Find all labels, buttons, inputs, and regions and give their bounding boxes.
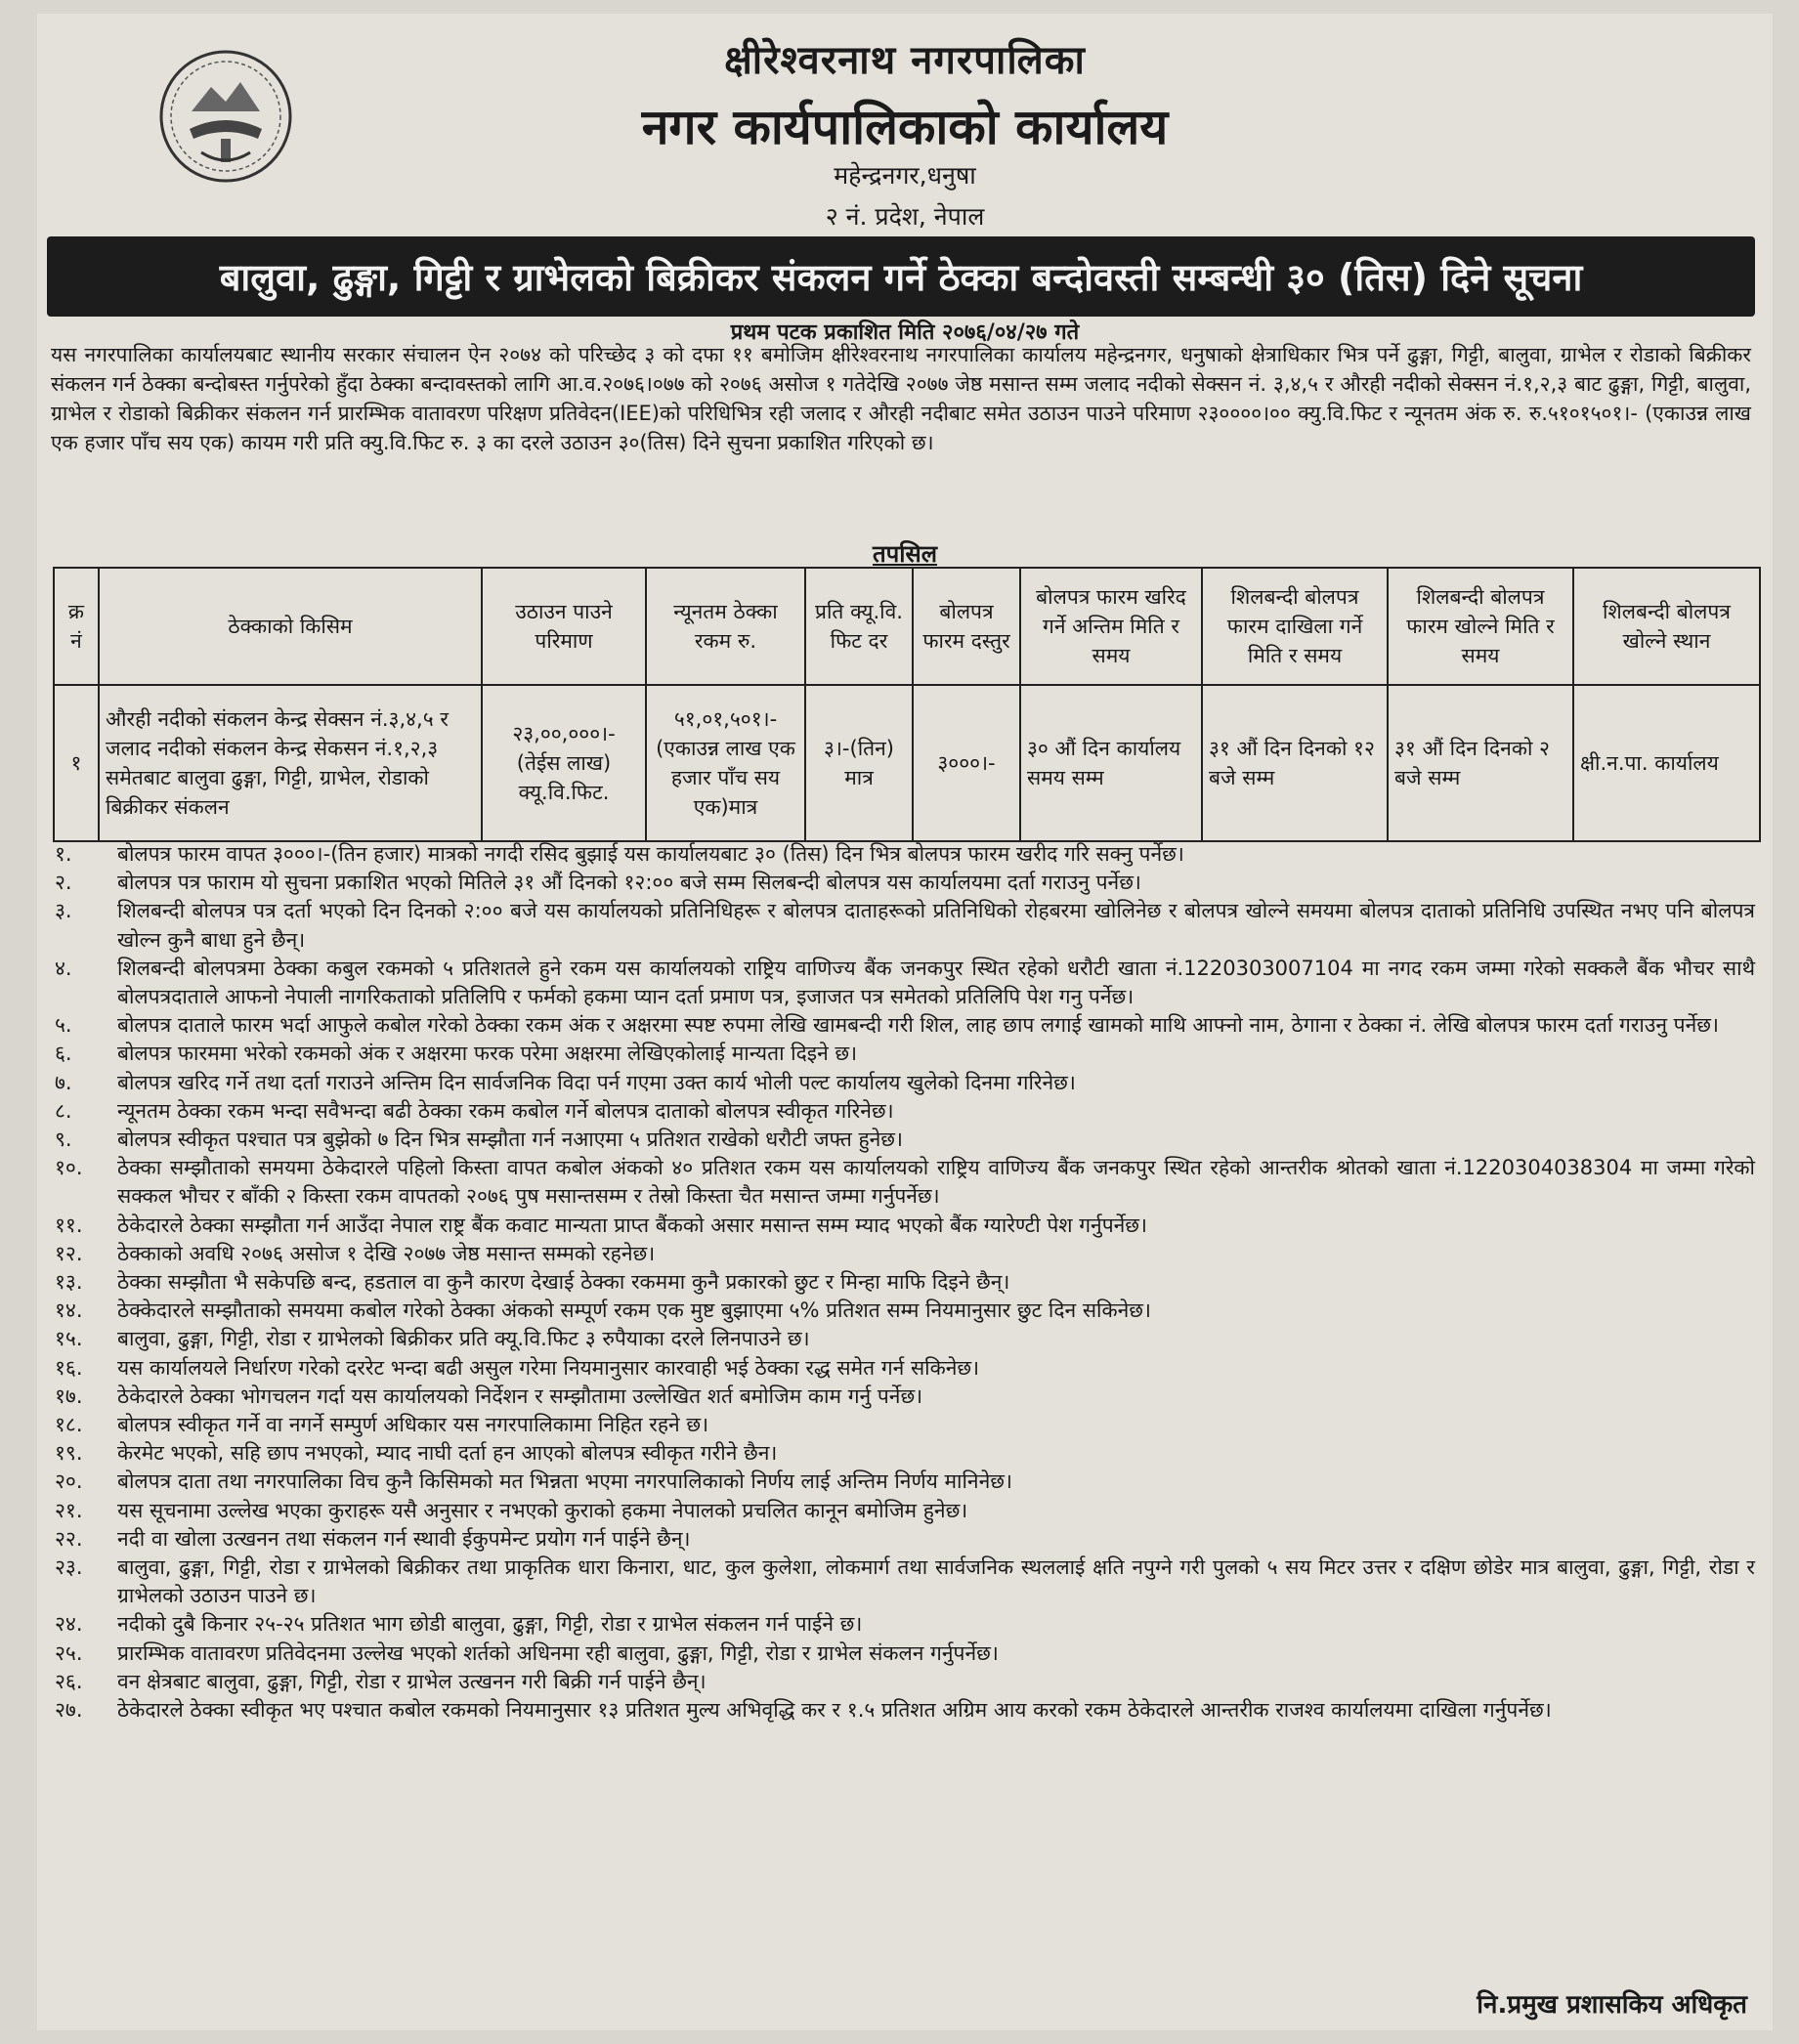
cell-opening-place: क्षी.न.पा. कार्यालय — [1573, 685, 1760, 841]
list-item — [47, 897, 1755, 954]
condition-text: प्रारम्भिक वातावरण प्रतिवेदनमा उल्लेख भएको शर्तको अधिनमा रही बालुवा, ढुङ्गा, गिट्टी, रोडा र ग्राभेल संकलन गर्नुपर्नेछ। — [117, 1640, 999, 1665]
header-purchase-deadline: बोलपत्र फारम खरिद गर्ने अन्तिम मिति र समय — [1020, 568, 1202, 685]
condition-text: बोलपत्र पत्र फाराम यो सुचना प्रकाशित भएको मितिले ३१ औं दिनको १२:०० बजे सम्म सिलबन्दी बोलपत्र यस कार्यालयमा दर्ता गराउनु पर्नेछ। — [117, 871, 1141, 895]
condition-text: शिलबन्दी बोलपत्र पत्र दर्ता भएको दिन दिनको २:०० बजे यस कार्यालयको प्रतिनिधिहरू र बोलपत्र दाताहरूको प्रतिनिधिको रोहबरमा खोलिनेछ र बोलपत्र खोल्ने समयमा बोलपत्र दाताको प्रतिनिधि उपस्थित नभए पनि बोलपत्र खोल्न कुनै बाधा हुने छैन्। — [117, 899, 1755, 952]
condition-text: बोलपत्र फारममा भरेको रकमको अंक र अक्षरमा फरक परेमा अक्षरमा लेखिएकोलाई मान्यता दिइने छ। — [117, 1042, 858, 1066]
condition-number: १७. — [55, 1384, 83, 1408]
condition-number: २५. — [55, 1640, 83, 1665]
condition-text: बोलपत्र स्वीकृत पश्चात पत्र बुझेको ७ दिन भित्र सम्झौता गर्न नआएमा ५ प्रतिशत राखेको धरौटी जफ्त हुनेछ। — [117, 1128, 903, 1152]
list-item — [47, 1497, 1755, 1525]
list-item — [47, 1439, 1755, 1468]
condition-text: यस कार्यालयले निर्धारण गरेको दररेट भन्दा बढी असुल गरेमा नियमानुसार कारवाही भई ठेक्का रद्ध समेत गर्न सकिनेछ। — [117, 1355, 980, 1380]
condition-number: ११. — [55, 1213, 83, 1237]
list-item — [47, 1610, 1755, 1639]
condition-number: ७. — [55, 1070, 72, 1094]
header-submission-deadline: शिलबन्दी बोलपत्र फारम दाखिला गर्ने मिति र समय — [1202, 568, 1388, 685]
condition-number: ५. — [55, 1013, 72, 1038]
list-item — [47, 1639, 1755, 1668]
address-line-1: महेन्द्रनगर,धनुषा — [834, 161, 976, 190]
condition-number: १५. — [55, 1327, 83, 1351]
cell-sn: १ — [54, 685, 99, 841]
list-item — [47, 1297, 1755, 1325]
list-item — [47, 1154, 1755, 1211]
cell-opening-time: ३१ औं दिन दिनको २ बजे सम्म — [1388, 685, 1573, 841]
list-item — [47, 1011, 1755, 1040]
list-item — [47, 1554, 1755, 1610]
condition-text: बालुवा, ढुङ्गा, गिट्टी, रोडा र ग्राभेलको बिक्रीकर तथा प्राकृतिक धारा किनारा, धाट, कुल कुलेशा, लोकमार्ग तथा सार्वजनिक स्थललाई क्षति नपुग्ने गरी पुलको ५ सय मिटर उत्तर र दक्षिण छोडेर मात्र बालुवा, ढुङ्गा, गिट्टी, रोडा र ग्राभेलको उठाउन पाउने छ। — [117, 1555, 1755, 1608]
list-item — [47, 1411, 1755, 1439]
condition-text: ठेकेदारले ठेक्का स्वीकृत भए पश्चात कबोल रकमको नियमानुसार १३ प्रतिशत मुल्य अभिवृद्धि कर र १.५ प्रतिशत अग्रिम आय करको रकम ठेकेदारले आन्तरीक राजश्व कार्यालयमा दाखिला गर्नुपर्नेछ। — [117, 1698, 1552, 1723]
condition-text: नदीको दुबै किनार २५-२५ प्रतिशत भाग छोडी बालुवा, ढुङ्गा, गिट्टी, रोडा र ग्राभेल संकलन गर्न पाईने छ। — [117, 1612, 863, 1637]
condition-number: १२. — [55, 1241, 83, 1265]
condition-text: ठेक्का सम्झौता भै सकेपछि बन्द, हडताल वा कुनै कारण देखाई ठेक्का रकममा कुनै प्रकारको छुट र मिन्हा माफि दिइने छैन्। — [117, 1270, 1010, 1295]
schedule-table — [53, 567, 1761, 842]
condition-number: २. — [55, 871, 72, 895]
condition-number: १४. — [55, 1299, 83, 1323]
header-form-fee: बोलपत्र फारम दस्तुर — [913, 568, 1020, 685]
condition-number: ८. — [55, 1098, 72, 1123]
condition-number: २४. — [55, 1612, 83, 1637]
list-item — [47, 1268, 1755, 1297]
signature: नि.प्रमुख प्रशासकिय अधिकृत — [1477, 1990, 1747, 2020]
cell-submission-deadline: ३१ औं दिन दिनको १२ बजे सम्म — [1202, 685, 1388, 841]
condition-number: १. — [55, 842, 72, 866]
header-rate: प्रति क्यू.वि. फिट दर — [805, 568, 913, 685]
table-header-row — [54, 568, 1760, 685]
list-item — [47, 1468, 1755, 1496]
header-min-amount: न्यूनतम ठेक्का रकम रु. — [646, 568, 805, 685]
cell-min-amount: ५१,०१,५०१।- (एकाउन्न लाख एक हजार पाँच सय एक)मात्र — [646, 685, 805, 841]
condition-text: बोलपत्र फारम वापत ३०००।-(तिन हजार) मात्रको नगदी रसिद बुझाई यस कार्यालयबाट ३० (तिस) दिन भित्र बोलपत्र फारम खरीद गरि सक्नु पर्नेछ। — [117, 842, 1184, 866]
condition-number: २०. — [55, 1469, 83, 1494]
table-row — [54, 685, 1760, 841]
conditions-list — [47, 840, 1755, 1725]
condition-text: बालुवा, ढुङ्गा, गिट्टी, रोडा र ग्राभेलको बिक्रीकर प्रति क्यू.वि.फिट ३ रुपैयाका दरले लिनपाउने छ। — [117, 1327, 810, 1351]
list-item — [47, 1525, 1755, 1554]
condition-text: बोलपत्र स्वीकृत गर्ने वा नगर्ने सम्पुर्ण अधिकार यस नगरपालिकामा निहित रहने छ। — [117, 1413, 709, 1437]
condition-number: ९. — [55, 1128, 72, 1152]
list-item — [47, 1126, 1755, 1154]
letterhead — [37, 14, 1773, 231]
condition-number: ४. — [55, 956, 72, 980]
condition-number: २२. — [55, 1526, 83, 1551]
list-item — [47, 1383, 1755, 1411]
notice-page — [37, 14, 1773, 2030]
condition-text: ठेक्केदारले सम्झौताको समयमा कबोल गरेको ठेक्का अंकको सम्पूर्ण रकम एक मुष्ट बुझाएमा ५% प्रतिशत सम्म नियमानुसार छुट दिन सकिनेछ। — [117, 1299, 1151, 1323]
list-item — [47, 1354, 1755, 1383]
condition-number: २७. — [55, 1698, 83, 1723]
list-item — [47, 1212, 1755, 1240]
list-item — [47, 1097, 1755, 1126]
cell-purchase-deadline: ३० औं दिन कार्यालय समय सम्म — [1020, 685, 1202, 841]
condition-number: १९. — [55, 1441, 83, 1466]
condition-text: ठेक्का सम्झौताको समयमा ठेकेदारले पहिलो किस्ता वापत कबोल अंकको ४० प्रतिशत रकम यस कार्यालयको राष्ट्रिय वाणिज्य बैंक जनकपुर स्थित रहेको आन्तरीक श्रोतको खाता नं.1220304038304 मा जम्मा गरेको सक्कल भौचर र बाँकी २ किस्ता रकम वापतको २०७६ पुष मसान्तसम्म र तेस्रो किस्ता चैत मसान्त जम्मा गर्नुपर्नेछ। — [117, 1156, 1755, 1209]
condition-number: १३. — [55, 1270, 83, 1295]
list-item — [47, 869, 1755, 897]
condition-text: बोलपत्र खरिद गर्ने तथा दर्ता गराउने अन्तिम दिन सार्वजनिक विदा पर्न गएमा उक्त कार्य भोली पल्ट कार्यालय खुलेको दिनमा गरिनेछ। — [117, 1070, 1076, 1094]
list-item — [47, 955, 1755, 1011]
condition-text: न्यूनतम ठेक्का रकम भन्दा सवैभन्दा बढी ठेक्का रकम कबोल गर्ने बोलपत्र दाताको बोलपत्र स्वीकृत गरिनेछ। — [117, 1098, 894, 1123]
list-item — [47, 1696, 1755, 1725]
condition-number: ६. — [55, 1042, 72, 1066]
condition-text: ठेकेदारले ठेक्का सम्झौता गर्न आउँदा नेपाल राष्ट्र बैंक कवाट मान्यता प्राप्त बैंकको असार मसान्त सम्म म्याद भएको बैंक ग्यारेण्टी पेश गर्नुपर्नेछ। — [117, 1213, 1147, 1237]
condition-number: २१. — [55, 1498, 83, 1522]
condition-text: वन क्षेत्रबाट बालुवा, ढुङ्गा, गिट्टी, रोडा र ग्राभेल उत्खनन गरी बिक्री गर्न पाईने छैन्। — [117, 1669, 707, 1693]
header-contract-type: ठेक्काको किसिम — [99, 568, 482, 685]
list-item — [47, 840, 1755, 869]
address-line-2: २ नं. प्रदेश, नेपाल — [825, 202, 985, 231]
list-item — [47, 1325, 1755, 1353]
condition-text: यस सूचनामा उल्लेख भएका कुराहरू यसै अनुसार र नभएको कुराको हकमा नेपालको प्रचलित कानून बमोजिम हुनेछ। — [117, 1498, 968, 1522]
condition-number: १८. — [55, 1413, 83, 1437]
list-item — [47, 1040, 1755, 1068]
header-opening-time: शिलबन्दी बोलपत्र फारम खोल्ने मिति र समय — [1388, 568, 1573, 685]
condition-text: ठेकेदारले ठेक्का भोगचलन गर्दा यस कार्यालयको निर्देशन र सम्झौतामा उल्लेखित शर्त बमोजिम काम गर्नु पर्नेछ। — [117, 1384, 923, 1408]
header-sn: क्र नं — [54, 568, 99, 685]
condition-text: बोलपत्र दाताले फारम भर्दा आफुले कबोल गरेको ठेक्का रकम अंक र अक्षरमा स्पष्ट रुपमा लेखि खामबन्दी गरी शिल, लाह छाप लगाई खामको माथि आफ्नो नाम, ठेगाना र ठेक्का नं. लेखि बोलपत्र फारम दर्ता गराउनु पर्नेछ। — [117, 1013, 1719, 1038]
list-item — [47, 1668, 1755, 1696]
condition-number: २६. — [55, 1669, 83, 1693]
intro-paragraph: यस नगरपालिका कार्यालयबाट स्थानीय सरकार संचालन ऐन २०७४ को परिच्छेद ३ को दफा ११ बमोजिम क्षीरेश्वरनाथ नगरपालिका कार्यालय महेन्द्रनगर, धनुषाको क्षेत्राधिकार भित्र पर्ने ढुङ्गा, गिट्टी, बालुवा, ग्राभेल र रोडाको बिक्रीकर संकलन गर्न ठेक्का बन्दोबस्त गर्नुपरेको हुँदा ठेक्का बन्दावस्तको लागि आ.व.२०७६।०७७ को २०७६ असोज १ गतेदेखि २०७७ जेष्ठ मसान्त सम्म जलाद नदीको सेक्सन नं. ३,४,५ र औरही नदीको सेक्सन नं.१,२,३ बाट ढुङ्गा, गिट्टी, बालुवा, ग्राभेल र रोडाको बिक्रीकर संकलन गर्न प्रारम्भिक वातावरण परिक्षण प्रतिवेदन(IEE)को परिधिभित्र रही जलाद र औरही नदीबाट समेत उठाउन पाउने परिमाण २३००००।०० क्यु.वि.फिट र न्यूनतम अंक रु. रु.५१०१५०१।- (एकाउन्न लाख एक हजार पाँच सय एक) कायम गरी प्रति क्यु.वि.फिट रु. ३ का दरले उठाउन ३०(तिस) दिने सुचना प्रकाशित गरिएको छ। — [51, 343, 1751, 454]
header-quantity: उठाउन पाउने परिमाण — [482, 568, 646, 685]
cell-form-fee: ३०००।- — [913, 685, 1020, 841]
condition-text: केरमेट भएको, सहि छाप नभएको, म्याद नाघी दर्ता हन आएको बोलपत्र स्वीकृत गरीने छैन। — [117, 1441, 778, 1466]
condition-text: बोलपत्र दाता तथा नगरपालिका विच कुनै किसिमको मत भिन्नता भएमा नगरपालिकाको निर्णय लाई अन्तिम निर्णय मानिनेछ। — [117, 1469, 1012, 1494]
schedule-heading: तपसिल — [872, 540, 938, 568]
condition-text: नदी वा खोला उत्खनन तथा संकलन गर्न स्थावी ईकुपमेन्ट प्रयोग गर्न पाईने छैन्। — [117, 1526, 691, 1551]
header-opening-place: शिलबन्दी बोलपत्र खोल्ने स्थान — [1573, 568, 1760, 685]
condition-number: १०. — [55, 1156, 83, 1180]
notice-title: बालुवा, ढुङ्गा, गिट्टी र ग्राभेलको बिक्रीकर संकलन गर्ने ठेक्का बन्दोवस्ती सम्बन्धी ३० (तिस) दिने सूचना — [219, 256, 1583, 299]
condition-number: १६. — [55, 1355, 83, 1380]
publication-date: प्रथम पटक प्रकाशित मिति २०७६/०४/२७ गते — [730, 320, 1080, 345]
organization-name: क्षीरेश्वरनाथ नगरपालिका — [724, 38, 1086, 83]
cell-quantity: २३,००,०००।- (तेईस लाख) क्यू.वि.फिट. — [482, 685, 646, 841]
office-name: नगर कार्यपालिकाको कार्यालय — [641, 99, 1169, 155]
cell-rate: ३।-(तिन) मात्र — [805, 685, 913, 841]
condition-number: २३. — [55, 1555, 83, 1580]
cell-contract-type: औरही नदीको संकलन केन्द्र सेक्सन नं.३,४,५ र जलाद नदीको संकलन केन्द्र सेकसन नं.१,२,३ समेतबाट बालुवा ढुङ्गा, गिट्टी, ग्राभेल, रोडाको बिक्रीकर संकलन — [99, 685, 482, 841]
notice-title-banner — [47, 236, 1755, 317]
list-item — [47, 1069, 1755, 1097]
condition-text: ठेक्काको अवधि २०७६ असोज १ देखि २०७७ जेष्ठ मसान्त सम्मको रहनेछ। — [117, 1241, 656, 1265]
list-item — [47, 1240, 1755, 1268]
condition-text: शिलबन्दी बोलपत्रमा ठेक्का कबुल रकमको ५ प्रतिशतले हुने रकम यस कार्यालयको राष्ट्रिय वाणिज्य बैंक जनकपुर स्थित रहेको धरौटी खाता नं.1220303007104 मा नगद रकम जम्मा गरेको सक्कलै बैंक भौचर साथै बोलपत्रदाताले आफनो नेपाली नागरिकताको प्रतिलिपि र फर्मको हकमा प्यान दर्ता प्रमाण पत्र, इजाजत पत्र समेतको प्रतिलिपि पेश गनु पर्नेछ। — [117, 956, 1755, 1009]
condition-number: ३. — [55, 899, 72, 923]
